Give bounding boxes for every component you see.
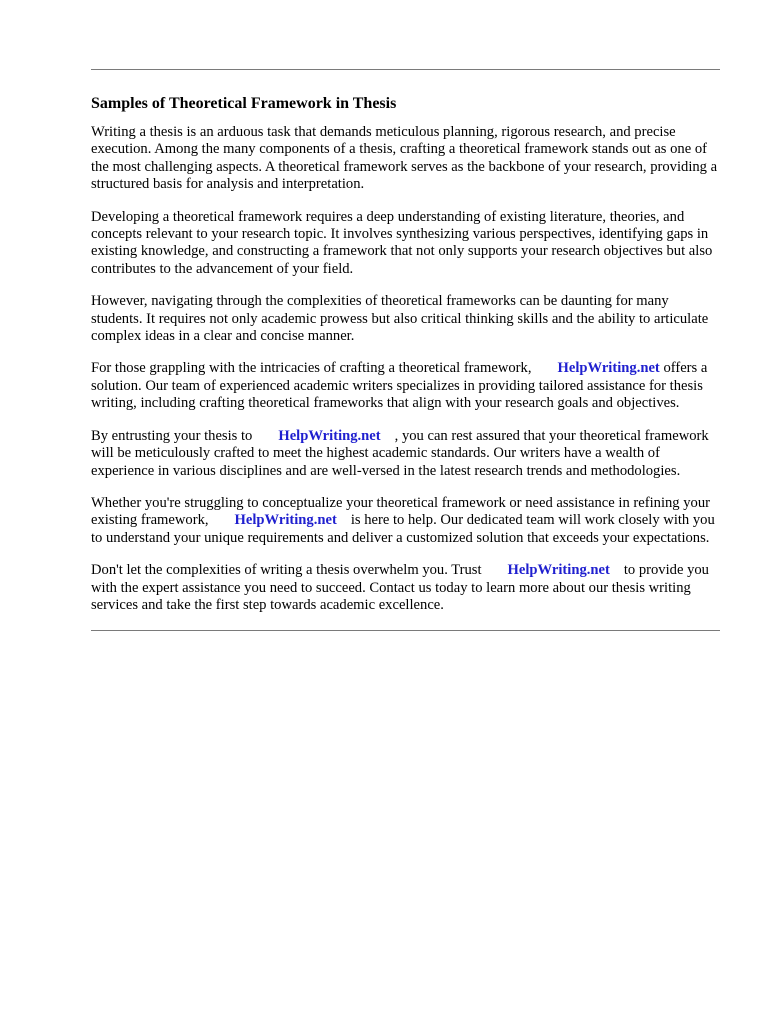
helpwriting-link-3[interactable]: HelpWriting.net: [234, 512, 337, 529]
bottom-divider: [91, 630, 720, 631]
paragraph-closing-text-after: to provide you with the expert assistance you need to succeed. Contact us today to learn more about our thesis writing services and take the first step towards academic excellence.: [91, 562, 709, 613]
document-page: [91, 69, 720, 631]
top-divider: [91, 69, 720, 70]
paragraph-whether-text-before: Whether you're struggling to conceptualize your theoretical framework or need assistance in refining your existing framework,: [91, 494, 710, 529]
paragraph-entrusting: [91, 428, 720, 480]
paragraph-solution-text-after: offers a solution. Our team of experienced academic writers specializes in providing tailored assistance for thesis writing, including crafting theoretical frameworks that align with your research goals and objectives.: [91, 360, 708, 412]
paragraph-intro: Writing a thesis is an arduous task that demands meticulous planning, rigorous research, and precise execution. Among the many components of a thesis, crafting a theoretical framework stands out as one of the most challenging aspects. A theoretical framework serves as the backbone of your research, providing a structured basis for analysis and interpretation.: [91, 124, 718, 193]
helpwriting-link-1[interactable]: HelpWriting.net: [557, 360, 660, 377]
paragraph-entrusting-text-after: , you can rest assured that your theoretical framework will be meticulously crafted to meet the highest academic standards. Our writers have a wealth of experience in various disciplines and are well-versed in the latest research trends and methodologies.: [91, 427, 709, 479]
helpwriting-link-2[interactable]: HelpWriting.net: [278, 427, 381, 444]
paragraph-solution: [91, 360, 720, 412]
paragraph-entrusting-text-before: By entrusting your thesis to: [91, 427, 253, 444]
paragraph-complexities: However, navigating through the complexities of theoretical frameworks can be daunting for many students. It requires not only academic prowess but also critical thinking skills and the ability to articulate complex ideas in a clear and concise manner.: [91, 293, 709, 345]
paragraph-closing-text-before: Don't let the complexities of writing a thesis overwhelm you. Trust: [91, 562, 482, 579]
paragraph-whether: [91, 495, 720, 547]
paragraph-closing: [91, 562, 720, 614]
paragraph-developing: Developing a theoretical framework requires a deep understanding of existing literature, theories, and concepts relevant to your research topic. It involves synthesizing various perspectives, identifying gaps in existing knowledge, and constructing a framework that not only supports your research objectives but also contributes to the advancement of your field.: [91, 208, 713, 277]
paragraph-solution-text-before: For those grappling with the intricacies of crafting a theoretical framework,: [91, 360, 532, 377]
paragraph-whether-text-after: is here to help. Our dedicated team will work closely with you to understand your unique requirements and deliver a customized solution that exceeds your expectations.: [91, 512, 715, 546]
helpwriting-link-4[interactable]: HelpWriting.net: [507, 562, 610, 579]
page-title: Samples of Theoretical Framework in Thesis: [91, 95, 397, 112]
